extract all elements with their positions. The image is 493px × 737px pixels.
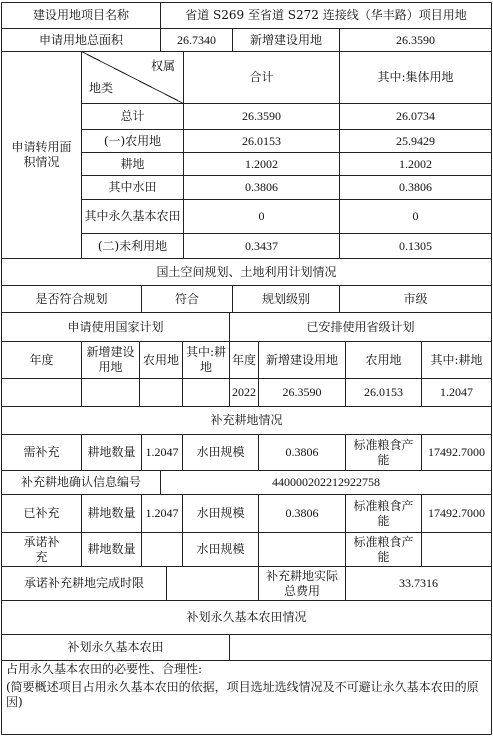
compliance-value: 符合 (174, 291, 199, 306)
farmland-section-title: 补划永久基本农田情况 (186, 610, 307, 624)
header-new-construction: 新增建设用地 (265, 352, 338, 367)
done-label: 已补充 (23, 506, 60, 520)
row-value-total: 0.3806 (245, 180, 278, 194)
row-value-collective: 25.9429 (396, 133, 435, 148)
quantity-label: 耕地数量 (87, 506, 136, 520)
promised-paddy (259, 533, 345, 566)
header-agricultural: 农用地 (142, 352, 179, 367)
national-year (2, 379, 81, 406)
provincial-agricultural: 26.0153 (364, 385, 403, 399)
promised-quantity (142, 533, 182, 566)
row-value-collective: 1.2002 (399, 156, 432, 171)
necessity-note: (简要概述项目占用永久基本农田的依据，项目选址选线情况及不可避让永久基本农田的原因) (6, 680, 479, 709)
done-quantity: 1.2047 (145, 506, 179, 520)
header-agricultural: 农用地 (365, 352, 402, 367)
farmland-value (230, 635, 491, 660)
row-label-agricultural: (一)农用地 (103, 133, 162, 148)
confirm-no-value: 440000202212922758 (272, 475, 380, 489)
new-construction-value: 26.3590 (396, 32, 435, 47)
row-value-total: 0.3437 (245, 238, 278, 253)
header-new-construction: 新增建设用地 (86, 345, 135, 374)
deadline-label: 承诺补充耕地完成时限 (23, 576, 144, 590)
grain-label: 标准粮食产能 (353, 534, 414, 564)
row-label-cultivated: 耕地 (120, 156, 145, 171)
provincial-year: 2022 (232, 385, 256, 399)
compliance-label: 是否符合规划 (35, 291, 108, 306)
plan-level-label: 规划级别 (261, 291, 310, 306)
national-new-construction (82, 379, 139, 406)
paddy-label: 水田规模 (196, 445, 245, 459)
provincial-cultivated: 1.2047 (440, 385, 473, 399)
national-cultivated (183, 379, 229, 406)
farmland-label: 补划永久基本农田 (67, 640, 164, 654)
grain-label: 标准粮食产能 (353, 498, 414, 528)
confirm-no-label: 补充耕地确认信息编号 (20, 475, 141, 489)
provincial-plan-label: 已安排使用省级计划 (306, 319, 415, 334)
planning-section-title: 国土空间规划、土地利用计划情况 (156, 264, 337, 279)
quantity-label: 耕地数量 (87, 445, 136, 459)
promised-label: 承诺补充 (23, 534, 60, 564)
total-area-label: 申请用地总面积 (38, 32, 123, 47)
quantity-label: 耕地数量 (87, 542, 136, 556)
paddy-label: 水田规模 (196, 542, 245, 556)
header-year: 年度 (29, 352, 54, 367)
needed-quantity: 1.2047 (145, 445, 179, 459)
actual-cost-label: 补充耕地实际总费用 (265, 568, 338, 598)
row-value-total: 26.3590 (242, 109, 281, 123)
header-ownership: 权属 (150, 58, 175, 73)
row-value-total: 1.2002 (245, 156, 278, 171)
row-label-permanent-farmland: 其中永久基本农田 (84, 209, 181, 223)
provincial-new-construction: 26.3590 (282, 385, 322, 399)
paddy-label: 水田规模 (196, 506, 245, 520)
national-agricultural (140, 379, 182, 406)
needed-grain: 17492.7000 (428, 445, 485, 459)
plan-level-value: 市级 (403, 291, 428, 306)
done-paddy: 0.3806 (285, 506, 319, 520)
row-value-collective: 26.0734 (396, 109, 435, 123)
needed-label: 需补充 (23, 445, 60, 459)
promised-grain (422, 533, 491, 566)
actual-cost-value: 33.7316 (399, 576, 438, 590)
header-year: 年度 (231, 352, 256, 367)
row-label-grand-total: 总计 (120, 109, 145, 123)
national-plan-label: 申请使用国家计划 (67, 319, 164, 334)
new-construction-label: 新增建设用地 (249, 32, 322, 47)
conversion-section-label: 申请转用面积情况 (11, 140, 72, 169)
row-value-collective: 0.3806 (399, 180, 432, 194)
col-header-total: 合计 (249, 70, 274, 84)
header-cultivated: 其中:耕地 (185, 345, 227, 374)
deadline-value (167, 567, 258, 600)
done-grain: 17492.7000 (428, 506, 485, 520)
supplement-section-title: 补充耕地情况 (210, 413, 283, 427)
row-value-total: 0 (258, 209, 265, 223)
needed-paddy: 0.3806 (285, 445, 319, 459)
row-value-collective: 0.1305 (399, 238, 432, 253)
row-label-paddy: 其中水田 (108, 180, 157, 194)
col-header-collective: 其中:集体用地 (377, 70, 454, 84)
header-land-type: 地类 (88, 80, 113, 95)
necessity-title: 占用永久基本农田的必要性、合理性: (6, 662, 203, 676)
project-name-value: 省道 S269 至省道 S272 连接线（华丰路）项目用地 (185, 8, 467, 22)
header-cultivated: 其中:耕地 (430, 352, 483, 367)
row-value-collective: 0 (412, 209, 419, 223)
row-label-unused: (二)未利用地 (97, 238, 168, 253)
row-value-total: 26.0153 (242, 133, 281, 148)
grain-label: 标准粮食产能 (353, 437, 414, 467)
total-area-value: 26.7340 (177, 32, 216, 47)
project-name-label: 建设用地项目名称 (32, 8, 129, 22)
